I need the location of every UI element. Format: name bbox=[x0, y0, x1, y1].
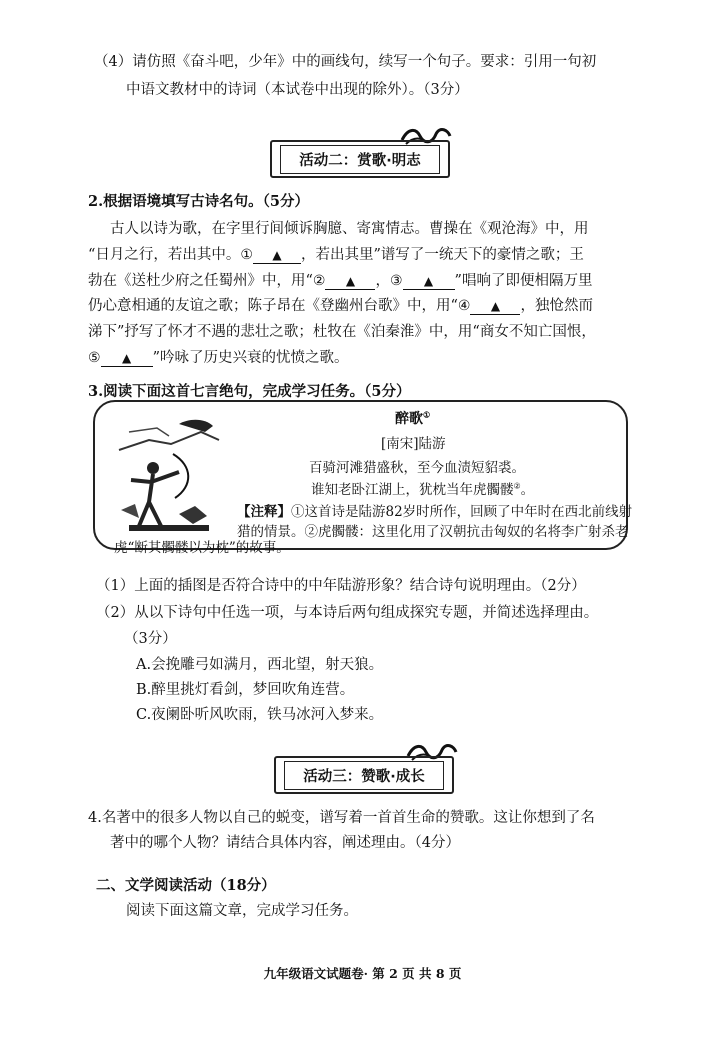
q1-part4-line2: 中语文教材中的诗词（本试卷中出现的除外）。（3分） bbox=[126, 82, 469, 98]
poem-title-text: 醉歌 bbox=[395, 411, 423, 427]
q2-line5: 涕下”抒写了怀才不遇的悲壮之歌；杜牧在《泊秦淮》中，用“商女不知亡国恨， bbox=[88, 324, 596, 340]
q3-title: 3.阅读下面这首七言绝句，完成学习任务。（5分） bbox=[88, 383, 411, 400]
poem-title bbox=[395, 408, 430, 428]
q2-line3 bbox=[88, 269, 592, 290]
blank-number-5: ⑤ bbox=[88, 350, 101, 366]
answer-blank-4[interactable] bbox=[470, 298, 520, 315]
blank-number-2: ② bbox=[312, 273, 326, 289]
activity2-title: 活动二：赏歌·明志 bbox=[280, 145, 440, 174]
q1-part4-line1: （4）请仿照《奋斗吧，少年》中的画线句，续写一个句子。要求：引用一句初 bbox=[94, 54, 597, 70]
q2-line6 bbox=[88, 346, 348, 367]
q2-line3-text-a: 勃在《送杜少府之任蜀州》中，用“ bbox=[88, 273, 313, 289]
poem-note-line2: 猎的情景。②虎髑髅：这里化用了汉朝抗击匈奴的名将李广射杀老 bbox=[237, 524, 629, 540]
blank-number-4: ④ bbox=[457, 298, 471, 314]
poem-box bbox=[93, 400, 633, 550]
note-label: 【注释】 bbox=[237, 504, 291, 520]
option-b: B.醉里挑灯看剑，梦回吹角连营。 bbox=[136, 682, 355, 698]
activity2-title-box bbox=[270, 140, 450, 178]
archer-illustration bbox=[109, 410, 227, 540]
activity3-banner bbox=[274, 748, 464, 796]
option-c: C.夜阑卧听风吹雨，铁马冰河入梦来。 bbox=[136, 707, 384, 723]
answer-blank-1[interactable] bbox=[253, 247, 301, 264]
page-footer: 九年级语文试题卷· 第 2 页 共 8 页 bbox=[263, 966, 462, 981]
blank-marker-icon: ▲ bbox=[272, 248, 282, 262]
option-a: A.会挽雕弓如满月，西北望，射天狼。 bbox=[136, 657, 384, 673]
q2-title: 2.根据语境填写古诗名句。（5分） bbox=[88, 193, 309, 210]
poem-verse-1: 百骑河滩猎盛秋，至今血渍短貂裘。 bbox=[309, 460, 525, 476]
q2-line3-sep: ， bbox=[375, 273, 390, 289]
q2-line4-text-b: ，独怆然而 bbox=[520, 298, 593, 314]
answer-blank-5[interactable] bbox=[101, 350, 153, 367]
section2-instruction: 阅读下面这篇文章，完成学习任务。 bbox=[126, 903, 358, 919]
q2-line2-text-b: ，若出其里”谱写了一统天下的豪情之歌；王 bbox=[300, 247, 584, 263]
poem-verse-2-text: 谁知老卧江湖上，犹枕当年虎髑髅 bbox=[311, 482, 514, 498]
q2-line4-text-a: 仍心意相通的友谊之歌；陈子昂在《登幽州台歌》中，用“ bbox=[88, 298, 458, 314]
poem-verse-2-end: 。 bbox=[520, 482, 535, 498]
activity2-banner bbox=[270, 132, 460, 180]
q2-line6-text: ”吟咏了历史兴衰的忧愤之歌。 bbox=[152, 350, 349, 366]
poem-author: [南宋]陆游 bbox=[381, 436, 446, 452]
q4-line1: 4.名著中的很多人物以自己的蜕变，谱写着一首首生命的赞歌。这让你想到了名 bbox=[88, 810, 595, 826]
blank-marker-icon: ▲ bbox=[121, 351, 132, 365]
blank-marker-icon: ▲ bbox=[490, 299, 501, 313]
poem-note-line1 bbox=[237, 500, 632, 520]
activity3-title: 活动三：赞歌·成长 bbox=[284, 761, 444, 790]
answer-blank-3[interactable] bbox=[403, 273, 455, 290]
q2-line2-text-a: “日月之行，若出其中。 bbox=[88, 247, 241, 263]
poem-note-line3: 虎“断其髑髅以为枕”的故事。 bbox=[114, 540, 290, 556]
note-text-1: ①这首诗是陆游82岁时所作，回顾了中年时在西北前线射 bbox=[291, 504, 633, 520]
section2-title: 二、文学阅读活动（18分） bbox=[96, 877, 276, 894]
q2-line3-text-c: ”唱响了即便相隔万里 bbox=[454, 273, 593, 289]
q3-sub1: （1）上面的插图是否符合诗中的中年陆游形象？结合诗句说明理由。（2分） bbox=[96, 578, 586, 594]
blank-marker-icon: ▲ bbox=[423, 274, 434, 288]
answer-blank-2[interactable] bbox=[325, 273, 375, 290]
blank-number-3: ③ bbox=[389, 273, 403, 289]
q3-sub2: （2）从以下诗句中任选一项，与本诗后两句组成探究专题，并简述选择理由。 bbox=[96, 605, 599, 621]
blank-number-1: ① bbox=[240, 247, 253, 263]
q3-sub2-score: （3分） bbox=[124, 631, 177, 647]
q2-line1: 古人以诗为歌，在字里行间倾诉胸臆、寄寓情志。曹操在《观沧海》中，用 bbox=[110, 221, 589, 237]
blank-marker-icon: ▲ bbox=[345, 274, 356, 288]
poem-verse-2 bbox=[311, 478, 534, 498]
q2-line4 bbox=[88, 294, 593, 315]
q2-line2 bbox=[88, 243, 584, 264]
poem-verse-2-note-mark: ② bbox=[513, 481, 521, 491]
q4-line2: 著中的哪个人物？请结合具体内容，阐述理由。（4分） bbox=[110, 835, 460, 851]
poem-title-note-mark: ① bbox=[423, 409, 431, 420]
activity3-title-box bbox=[274, 756, 454, 794]
